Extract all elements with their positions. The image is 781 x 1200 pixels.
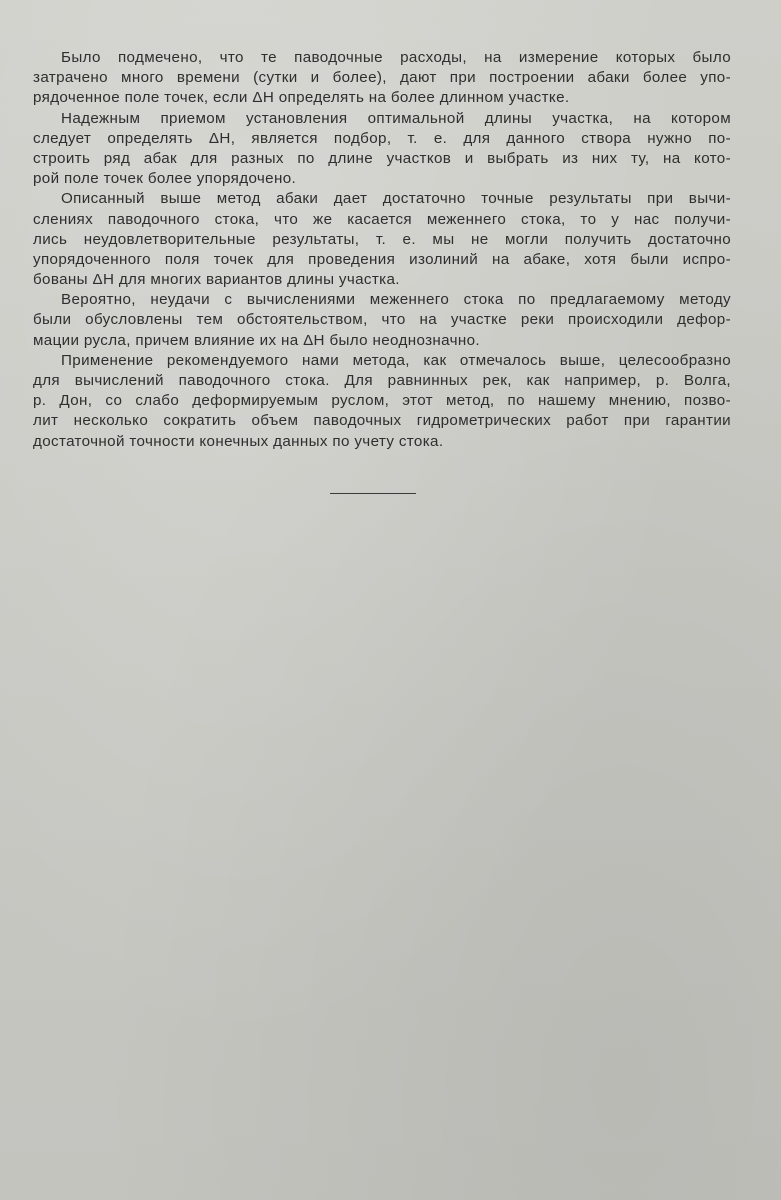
paragraph-3 — [33, 189, 731, 290]
text-line: были обусловлены тем обстоятельством, что на участке реки происходили дефор- — [33, 311, 731, 329]
paragraph-2 — [33, 109, 731, 190]
text-line: рядоченное поле точек, если ΔH определять на более длинном участке. — [33, 89, 570, 107]
text-line: достаточной точности конечных данных по учету стока. — [33, 432, 444, 450]
text-line: лит несколько сократить объем паводочных гидрометрических работ при гарантии — [33, 412, 731, 430]
text-line: упорядоченного поля точек для проведения изолиний на абаке, хотя были испро- — [33, 250, 731, 268]
text-line: строить ряд абак для разных по длине участков и выбрать из них ту, на кото- — [33, 149, 731, 167]
text-line: Надежным приемом установления оптимальной длины участка, на котором — [61, 109, 731, 127]
paragraph-5 — [33, 351, 731, 452]
text-line: рой поле точек более упорядочено. — [33, 170, 297, 188]
section-end-rule — [330, 493, 416, 494]
text-line: мации русла, причем влияние их на ΔH было неоднозначно. — [33, 331, 480, 349]
text-line: Было подмечено, что те паводочные расходы, на измерение которых было — [61, 49, 731, 66]
body-text — [33, 48, 731, 452]
text-line: Описанный выше метод абаки дает достаточно точные результаты при вычи- — [61, 190, 731, 208]
text-line: следует определять ΔH, является подбор, т. е. для данного створа нужно по- — [33, 129, 731, 147]
text-line: Вероятно, неудачи с вычислениями меженнего стока по предлагаемому методу — [61, 291, 731, 309]
paragraph-4 — [33, 290, 731, 351]
text-line: для вычислений паводочного стока. Для равнинных рек, как например, р. Волга, — [33, 372, 731, 389]
paragraph-1 — [33, 48, 731, 109]
text-line: Применение рекомендуемого нами метода, как отмечалось выше, целесообразно — [61, 351, 731, 369]
text-line: р. Дон, со слабо деформируемым руслом, этот метод, по нашему мнению, позво- — [33, 392, 731, 410]
text-line: лись неудовлетворительные результаты, т. е. мы не могли получить достаточно — [33, 230, 731, 248]
text-line: затрачено много времени (сутки и более), дают при построении абаки более упо- — [33, 69, 731, 87]
text-line: бованы ΔH для многих вариантов длины участка. — [33, 271, 400, 289]
text-line: слениях паводочного стока, что же касается меженнего стока, то у нас получи- — [33, 210, 731, 228]
